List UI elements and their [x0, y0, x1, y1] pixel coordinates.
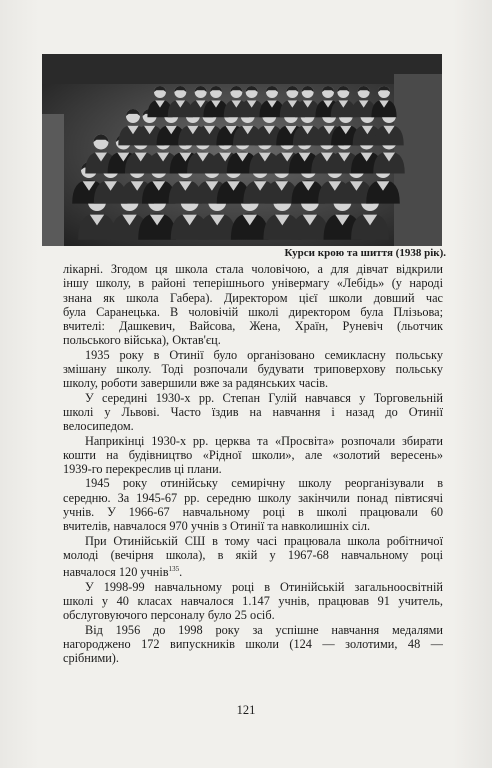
paragraph-3 — [63, 391, 443, 434]
text-line: змішану школу. Тоді розпочали будувати триповерхову польську — [63, 362, 443, 377]
text-line-with-footnote — [63, 562, 443, 579]
paragraph-7 — [63, 580, 443, 623]
text-line: При Отинійській СШ в тому часі працювала школа робітничої — [85, 533, 443, 548]
text-line: вчителів, навчалося 970 учнів з Отинії та навколишніх сіл. — [63, 519, 371, 534]
text-line: польського війська), Октав'єц. — [63, 333, 221, 348]
text-line: срібними). — [63, 651, 119, 666]
text-line: лікарні. Згодом ця школа стала чоловічою, а для дівчат відкрили — [63, 262, 443, 276]
paragraph-1 — [63, 262, 443, 348]
text-line: У середині 1930-х рр. Степан Гулій навчався у Торговельній — [85, 390, 443, 405]
text-line: середню. За 1945-67 рр. середню школу закінчили понад півтисячі — [63, 490, 443, 505]
paragraph-5 — [63, 476, 443, 533]
text-line: школу, роботи завершили вже за радянських часів. — [63, 376, 329, 391]
footnote-text: навчалося 120 учнів — [63, 565, 169, 580]
page-number: 121 — [236, 703, 256, 717]
historical-group-photo — [42, 54, 442, 246]
text-line: обслуговуючого персоналу було 25 осіб. — [63, 608, 275, 623]
text-line: була Саранецька. В чоловічій школі директором була Плізьова; — [63, 304, 443, 319]
paragraph-4 — [63, 434, 443, 477]
text-line: молоді (вечірня школа), в якій у 1967-68 навчальному році — [63, 547, 443, 562]
text-line: школі у 40 класах навчалося 1.147 учнів, працював 91 учитель, — [63, 593, 443, 608]
text-line: У 1998-99 навчальному році в Отинійській загальноосвітній — [85, 579, 443, 594]
text-line: 1945 року отинійську семирічну школу реорганізували в — [85, 476, 443, 491]
text-line: учнів. У 1966-67 навчальному році в школі працювали 60 — [63, 505, 443, 520]
text-line: знана як школа Габера). Директором цієї школи довший час — [63, 290, 443, 305]
text-line: кошти на будівництво «Рідної школи», але «золотий вересень» — [63, 447, 443, 462]
paragraph-8 — [63, 623, 443, 666]
text-line: вчителі: Дашкевич, Вайсова, Жена, Храїн, Руневіч (льотчик — [63, 319, 443, 334]
text-line: школі у Львові. Часто їздив на навчання і назад до Отинії — [63, 404, 443, 419]
group-photo-image — [42, 54, 442, 246]
photo-caption: Курси крою та шиття (1938 рік). — [284, 247, 446, 259]
paragraph-2 — [63, 348, 443, 391]
footnote-reference: 135 — [168, 565, 180, 574]
text-line: Від 1956 до 1998 року за успішне навчання медалями — [85, 622, 443, 637]
paragraph-6 — [63, 534, 443, 580]
text-line: 1939-го перекреслив ці плани. — [63, 462, 222, 477]
text-line: велосипедом. — [63, 419, 134, 434]
text-line: нагороджено 172 випускників школи (124 — золотими, 48 — — [63, 636, 443, 651]
text-line: 1935 року в Отинії було організовано семикласну польську — [85, 347, 443, 362]
body-text — [63, 262, 443, 665]
text-line: Наприкінці 1930-х рр. церква та «Просвіта» розпочали збирати — [85, 433, 443, 448]
text-line: іншу школу, в районі теперішнього універмагу «Лебідь» (у народі — [63, 276, 443, 291]
footnote-trailing-punctuation: . — [179, 565, 183, 580]
